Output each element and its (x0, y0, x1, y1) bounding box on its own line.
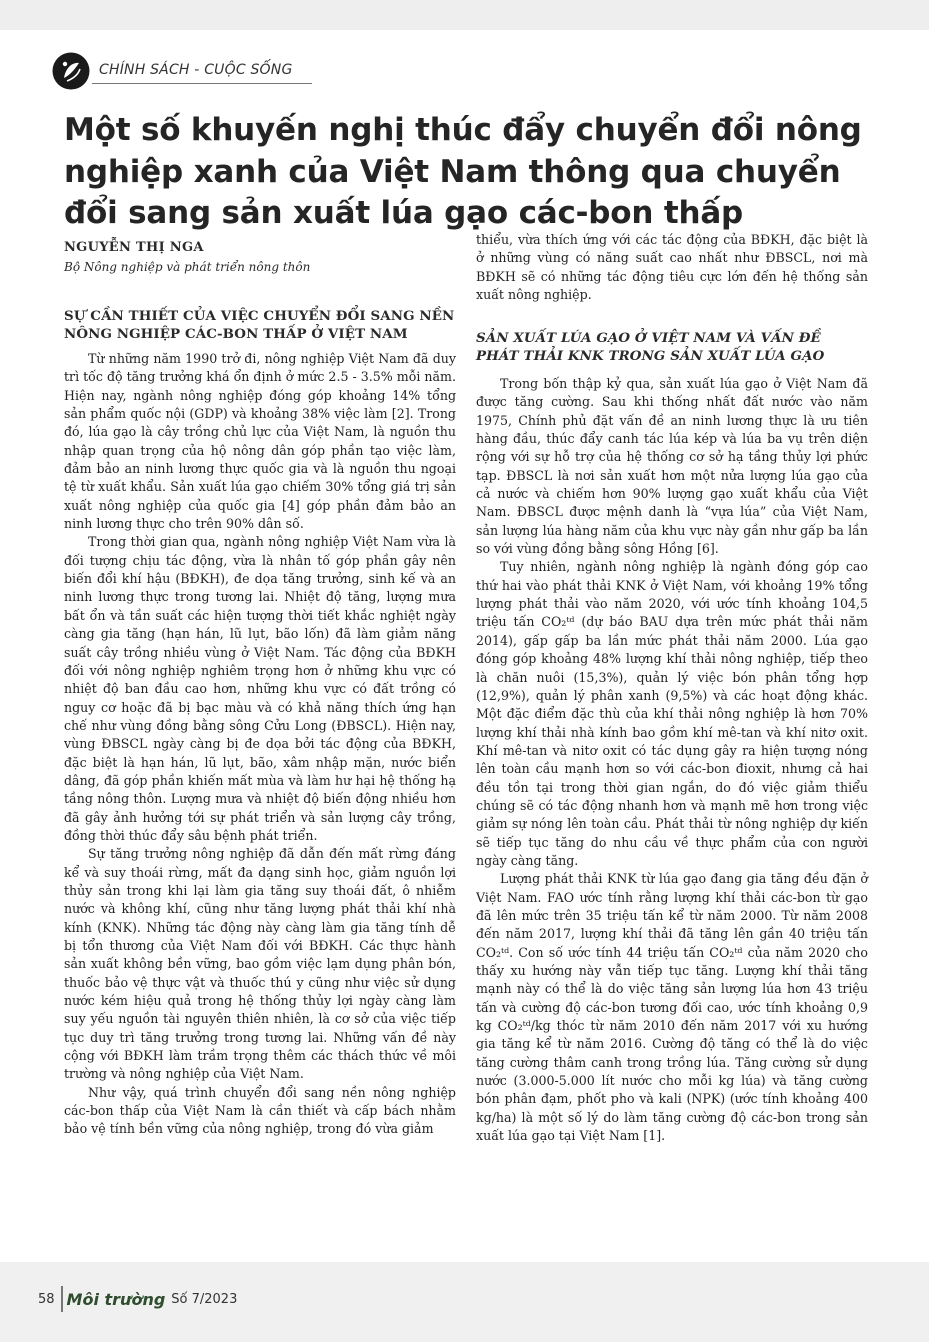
paragraph: Trong thời gian qua, ngành nông nghiệp Việt Nam vừa là đối tượng chịu tác động, vừa là nhân tố góp phần gây nên biến đổi khí hậu (BĐKH), đe dọa tăng trưởng, sinh kế và an ninh lương thực trong tương lai. Nhiệt độ tăng, lượng mưa bất ổn và tần suất các hiện tượng thời tiết khắc nghiệt ngày càng gia tăng (hạn hán, lũ lụt, bão lốn) đã làm giảm năng suất cây trồng nhiều vùng ở Việt Nam. Tác động của BĐKH đối với nông nghiệp nghiêm trọng hơn ở những khu vực có nhiệt độ ban đầu cao hơn, những khu vực có đất trồng có nguy cơ hoặc đã bị bạc màu và có khả năng thích ứng hạn chế như vùng đồng bằng sông Cửu Long (ĐBSCL). Hiện nay, vùng ĐBSCL ngày càng bị đe dọa bởi tác động của BĐKH, đặc biệt là hạn hán, lũ lụt, bão, xâm nhập mặn, nước biển dâng, đã góp phần khiến mất mùa và làm hư hại hệ thống hạ tầng nông thôn. Lượng mưa và nhiệt độ biến động nhiều hơn đã gây ảnh hưởng tới sự phát triển và sản lượng cây trồng, đồng thời thúc đẩy sâu bệnh phát triển. (64, 534, 456, 843)
top-band (0, 0, 929, 30)
author-name: NGUYỄN THỊ NGA (64, 240, 204, 255)
section-rule (92, 83, 312, 84)
left-column-body (64, 350, 456, 1139)
section-label: CHÍNH SÁCH - CUỘC SỐNG (99, 62, 293, 78)
section-heading-1: SỰ CẦN THIẾT CỦA VIỆC CHUYỂN ĐỔI SANG NỀN NÔNG NGHIỆP CÁC-BON THẤP Ở VIỆT NAM (64, 308, 455, 342)
paragraph: Lượng phát thải KNK từ lúa gạo đang gia tăng đều đặn ở Việt Nam. FAO ước tính rằng lượng khí thải các-bon từ gạo đã lên mức trên 35 triệu tấn kể từ năm 2000. Từ năm 2008 đến năm 2017, lượng khí thải đã tăng lên gần 40 triệu tấn CO₂ᵗᵈ. Con số ước tính 44 triệu tấn CO₂ᵗᵈ của năm 2020 cho thấy xu hướng này vẫn tiếp tục tăng. Lượng khí thải tăng mạnh này có thể là do việc tăng sản lượng lúa hơn 43 triệu tấn và cường độ các-bon tương đối cao, ước tính khoảng 0,9 kg CO₂ᵗᵈ/kg thóc từ năm 2010 đến năm 2017 với xu hướng gia tăng kể từ năm 2016. Cường độ tăng có thể là do việc tăng cường thâm canh trong trồng lúa. Tăng cường sử dụng nước (3.000-5.000 lít nước cho mỗi kg lúa) và tăng cường bón phân đạm, phốt pho và kali (NPK) (ước tính khoảng 400 kg/ha) là một số lý do làm tăng cường độ các-bon trong sản xuất lúa gạo tại Việt Nam [1]. (476, 871, 868, 1144)
paragraph: Như vậy, quá trình chuyển đổi sang nền nông nghiệp các-bon thấp của Việt Nam là cần thiết và cấp bách nhằm bảo vệ tính bền vững của nông nghiệp, trong đó vừa giảm (64, 1084, 456, 1137)
paragraph: Tuy nhiên, ngành nông nghiệp là ngành đóng góp cao thứ hai vào phát thải KNK ở Việt Nam, với khoảng 19% tổng lượng phát thải vào năm 2020, với ước tính khoảng 104,5 triệu tấn CO₂ᵗᵈ (dự báo BAU dựa trên mức phát thải năm 2014), gấp gấp ba lần mức phát thải năm 2000. Lúa gạo đóng góp khoảng 48% lượng khí thải nông nghiệp, tiếp theo là chăn nuôi (15,3%), quản lý việc bón phân tổng hợp (12,9%), quản lý phân xanh (9,5%) và các hoạt động khác. Một đặc điểm đặc thù của khí thải nông nghiệp là hơn 70% lượng khí thải nhà kính bao gồm khí mê-tan và khí nitơ oxit. Khí mê-tan và nitơ oxit có tác dụng gây ra hiện tượng nóng lên toàn cầu mạnh hơn so với các-bon đioxit, nhưng cả hai đều tồn tại trong thời gian ngắn, do đó việc giảm thiểu chúng sẽ có tác động nhanh hơn và mạnh mẽ hơn trong việc giảm sự nóng lên toàn cầu. Phát thải từ nông nghiệp dự kiến sẽ tiếp tục tăng do nhu cầu về thực phẩm của con người ngày càng tăng. (476, 559, 868, 868)
paragraph: thiểu, vừa thích ứng với các tác động của BĐKH, đặc biệt là ở những vùng có năng suất cao nhất như ĐBSCL, nơi mà BĐKH sẽ có những tác động tiêu cực lớn đến hệ thống sản xuất nông nghiệp. (476, 232, 868, 303)
paragraph: Từ những năm 1990 trở đi, nông nghiệp Việt Nam đã duy trì tốc độ tăng trưởng khá ổn định ở mức 2.5 - 3.5% mỗi năm. Hiện nay, ngành nông nghiệp đóng góp khoảng 14% tổng sản phẩm quốc nội (GDP) và khoảng 38% việc làm [2]. Trong đó, lúa gạo là cây trồng chủ lực của Việt Nam, là nguồn thu nhập quan trọng của hộ nông dân góp phần tạo việc làm, đảm bảo an ninh lương thực quốc gia và là nguồn thu ngoại tệ từ xuất khẩu. Sản xuất lúa gạo chiếm 30% tổng giá trị sản xuất nông nghiệp của quốc gia [4] góp phần đảm bảo an ninh lương thực cho trên 90% dân số. (64, 351, 456, 532)
paragraph: Sự tăng trưởng nông nghiệp đã dẫn đến mất rừng đáng kể và suy thoái rừng, mất đa dạng sinh học, giảm nguồn lợi thủy sản trong khi lại làm gia tăng suy thoái đất, ô nhiễm nước và không khí, cũng như tăng lượng phát thải khí nhà kính (KNK). Những tác động này càng làm gia tăng tính dễ bị tổn thương của Việt Nam đối với BĐKH. Các thực hành sản xuất không bền vững, bao gồm việc lạm dụng phân bón, thuốc bảo vệ thực vật và thuốc thú y cũng như việc sử dụng nước kém hiệu quả trong hệ thống thủy lợi ngày càng làm suy yếu nguồn tài nguyên thiên nhiên, là cơ sở của việc tiếp tục duy trì tăng trưởng trong tương lai. Những vấn đề này cộng với BĐKH làm trầm trọng thêm các thách thức về môi trường và nông nghiệp của Việt Nam. (64, 846, 456, 1082)
paragraph: Trong bốn thập kỷ qua, sản xuất lúa gạo ở Việt Nam đã được tăng cường. Sau khi thống nhất đất nước vào năm 1975, Chính phủ đặt vấn đề an ninh lương thực là ưu tiên hàng đầu, thúc đẩy canh tác lúa kép và lúa ba vụ trên diện rộng với sự hỗ trợ của hệ thống cơ sở hạ tầng thủy lợi phức tạp. ĐBSCL là nơi sản xuất hơn một nửa lượng lúa gạo của cả nước và chiếm hơn 90% lượng gạo xuất khẩu của Việt Nam. ĐBSCL được mệnh danh là “vựa lúa” của Việt Nam, sản lượng lúa hàng năm của khu vực này gần như gấp ba lần so với vùng đồng bằng sông Hồng [6]. (476, 376, 868, 557)
section-heading-2: SẢN XUẤT LÚA GẠO Ở VIỆT NAM VÀ VẤN ĐỀ PHÁT THẢI KNK TRONG SẢN XUẤT LÚA GẠO (476, 330, 825, 364)
footer-divider (61, 1286, 63, 1312)
magazine-name: Môi trường (66, 1289, 166, 1309)
page-number: 58 (38, 1291, 55, 1307)
right-column-body (476, 375, 868, 1145)
leaf-swirl-icon (52, 52, 90, 90)
issue-number: Số 7/2023 (171, 1291, 238, 1307)
author-affiliation: Bộ Nông nghiệp và phát triển nông thôn (64, 260, 311, 274)
article-title: Một số khuyến nghị thúc đẩy chuyển đổi nông nghiệp xanh của Việt Nam thông qua chuyển đổi sang sản xuất lúa gạo các-bon thấp (64, 112, 862, 231)
page-footer (38, 1286, 237, 1312)
right-column-continuation (476, 231, 868, 304)
